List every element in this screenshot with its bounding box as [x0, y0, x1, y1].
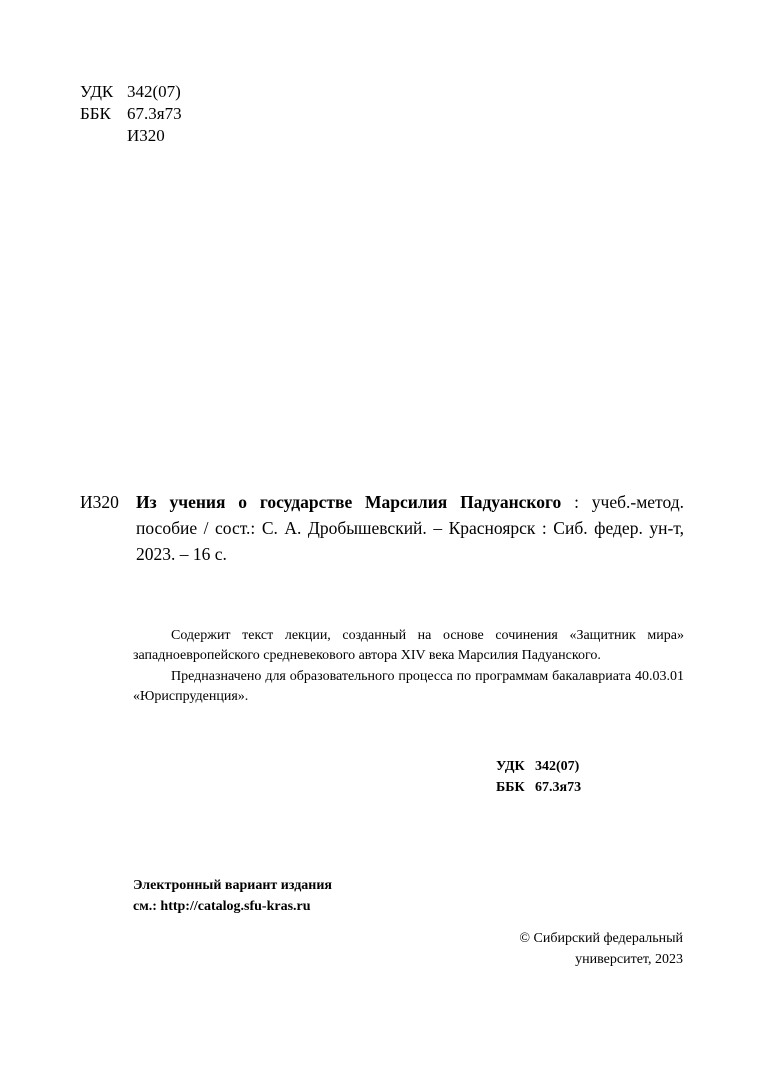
copyright-line-1: © Сибирский федеральный	[519, 931, 683, 946]
udk-line	[80, 81, 182, 103]
annotation-paragraph-1: Содержит текст лекции, созданный на основе сочинения «Защитник мира» западноевропейского средневекового автора XIV века Марсилия Падуанского.	[133, 628, 684, 663]
bbk-line-bottom	[496, 777, 581, 798]
electronic-version-note	[133, 875, 332, 917]
author-mark-line	[80, 125, 182, 147]
electronic-line-1: Электронный вариант издания	[133, 878, 332, 893]
annotation	[133, 626, 684, 706]
copyright-notice	[468, 928, 683, 970]
record-details: : учеб.-метод. пособие / сост.: С. А. Дробышевский. – Красноярск : Сиб. федер. ун-т, 2023. – 16 с.	[136, 492, 684, 564]
bbk-label-bottom: ББК	[496, 780, 525, 795]
copyright-line-2: университет, 2023	[575, 952, 683, 967]
bbk-value: 67.3я73	[127, 104, 182, 123]
udk-label-bottom: УДК	[496, 759, 525, 774]
udk-value: 342(07)	[127, 82, 181, 101]
record-title: Из учения о государстве Марсилия Падуанского	[136, 492, 562, 512]
udk-label: УДК	[80, 82, 114, 101]
classification-block-bottom	[496, 756, 581, 798]
bbk-line	[80, 103, 182, 125]
record-code: И320	[80, 492, 119, 512]
udk-value-bottom: 342(07)	[535, 759, 580, 774]
bbk-value-bottom: 67.3я73	[535, 780, 582, 795]
record-text	[136, 489, 684, 567]
electronic-line-2: см.: http://catalog.sfu-kras.ru	[133, 899, 311, 914]
classification-block	[80, 81, 182, 147]
bibliographic-record	[80, 489, 684, 567]
annotation-paragraph-2: Предназначено для образовательного процесса по программам бакалавриата 40.03.01 «Юриспруденция».	[133, 669, 684, 704]
bbk-label: ББК	[80, 104, 111, 123]
udk-line-bottom	[496, 756, 581, 777]
author-mark: И320	[127, 126, 165, 145]
